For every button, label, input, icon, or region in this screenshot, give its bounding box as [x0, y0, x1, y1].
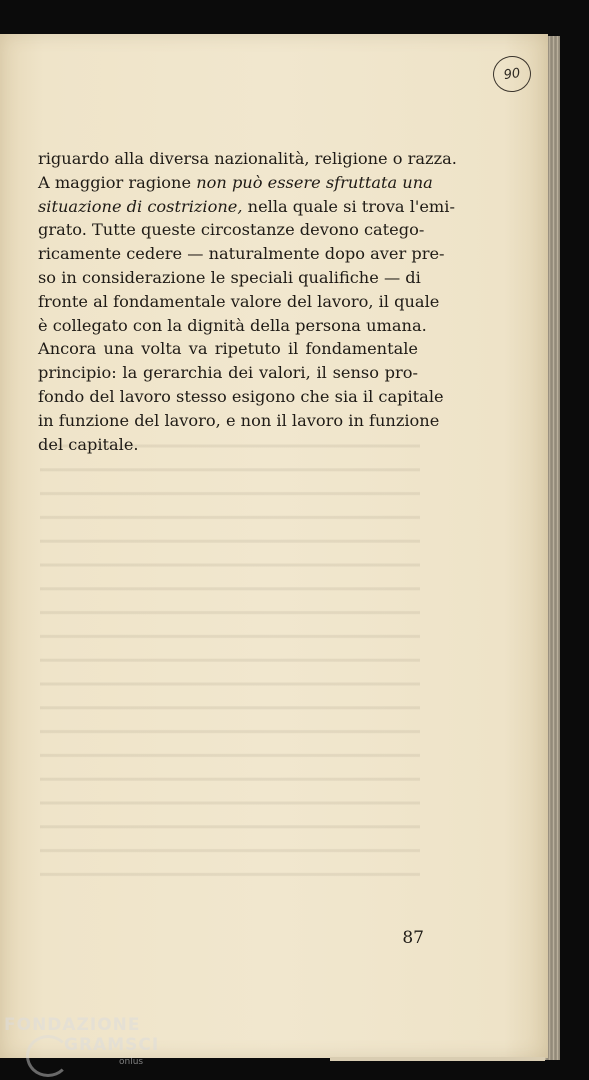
text-run: nella quale si trova l'emi- [247, 196, 455, 216]
text-line: principio: la gerarchia dei valori, il senso pro- [38, 363, 418, 383]
page-number: 87 [402, 928, 424, 948]
text-line: ricamente cedere — naturalmente dopo aver pre- [38, 244, 445, 264]
watermark-line-1: FONDAZIONE [4, 1015, 141, 1035]
text-line: del capitale. [38, 434, 139, 454]
show-through-text [40, 430, 420, 890]
italic-run: situazione di costrizione, [38, 196, 243, 216]
watermark-line-2: GRAMSCI [64, 1035, 160, 1055]
text-line [38, 195, 455, 219]
text-line: fronte al fondamentale valore del lavoro, il quale [38, 291, 440, 311]
text-line [38, 171, 433, 195]
text-line: so in considerazione le speciali qualifiche — di [38, 267, 421, 287]
text-run: A maggior ragione [38, 172, 192, 192]
text-line: fondo del lavoro stesso esigono che sia il capitale [38, 386, 444, 406]
watermark-logo [4, 1015, 160, 1075]
text-line: Ancora una volta va ripetuto il fondamentale [38, 339, 418, 359]
page-bottom-edge [330, 1057, 545, 1061]
body-text [38, 147, 457, 456]
text-line: in funzione del lavoro, e non il lavoro in funzione [38, 410, 440, 430]
text-line: riguardo alla diversa nazionalità, religione o razza. [38, 149, 457, 168]
text-line: è collegato con la dignità della persona umana. [38, 315, 427, 335]
text-line: grato. Tutte queste circostanze devono catego- [38, 220, 425, 240]
folio-number-text: 90 [502, 65, 522, 83]
watermark-line-3: onlus [119, 1057, 144, 1067]
italic-run: non può essere sfruttata una [196, 172, 433, 192]
